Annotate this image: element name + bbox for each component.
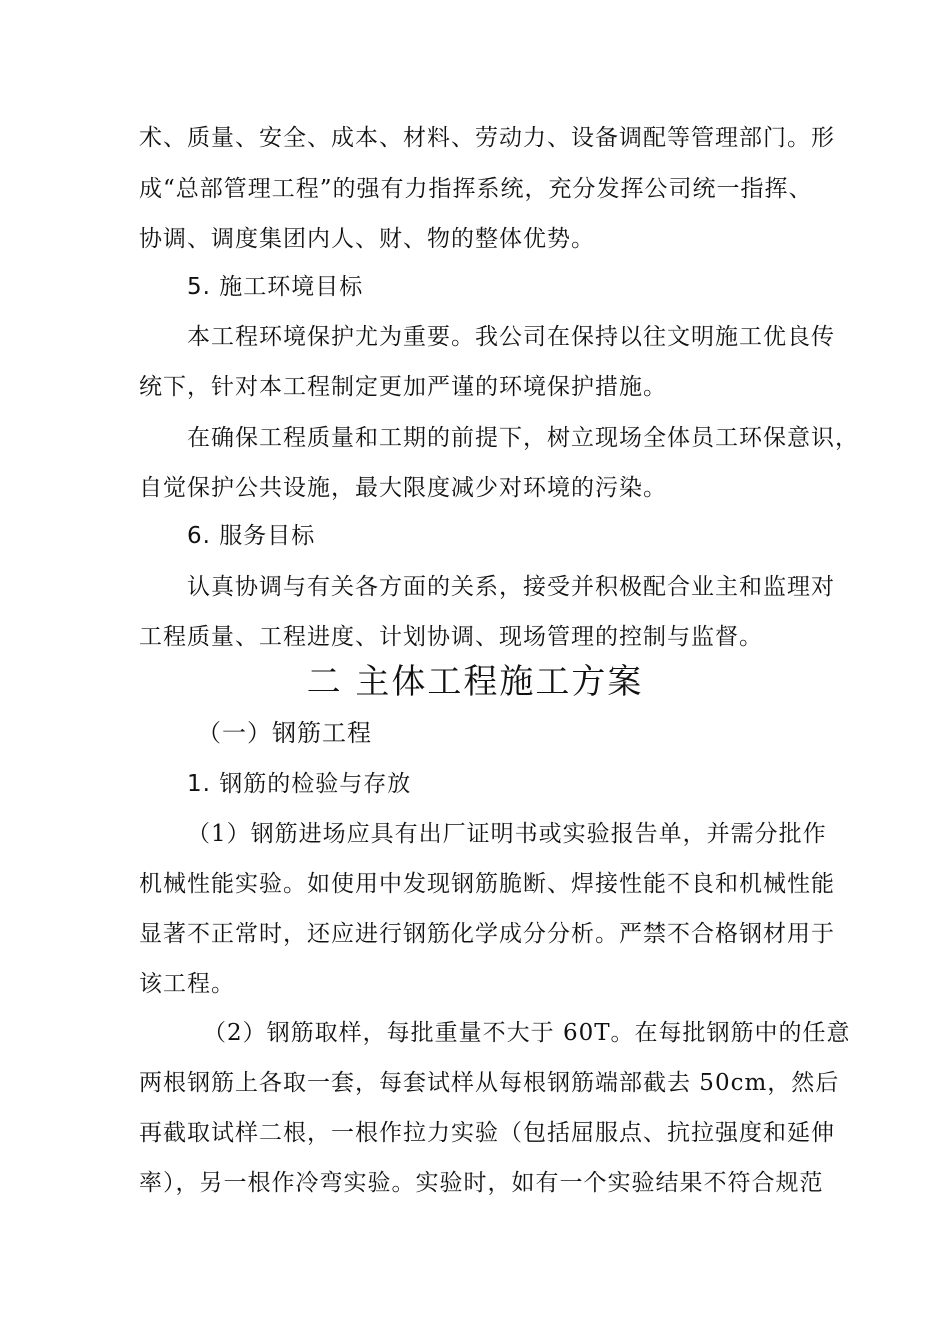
body-text-line: 自觉保护公共设施，最大限度减少对环境的污染。 [139,475,667,501]
part-title: （一）钢筋工程 [197,719,372,747]
body-text-line: 认真协调与有关各方面的关系，接受并积极配合业主和监理对 [187,574,835,600]
section-heading: 5. 施工环境目标 [187,274,364,300]
body-text-line: 成“总部管理工程”的强有力指挥系统，充分发挥公司统一指挥、 [139,176,813,202]
body-text-line: （1）钢筋进场应具有出厂证明书或实验报告单，并需分批作 [187,821,827,847]
body-text-line: 两根钢筋上各取一套，每套试样从每根钢筋端部截去 50cm，然后 [139,1070,840,1096]
body-text-line: 工程质量、工程进度、计划协调、现场管理的控制与监督。 [139,624,763,650]
body-text-line: 协调、调度集团内人、财、物的整体优势。 [139,226,595,252]
body-text-line: 显著不正常时，还应进行钢筋化学成分分析。严禁不合格钢材用于 [139,921,835,947]
section-heading: 6. 服务目标 [187,523,316,549]
subsection-heading: 1. 钢筋的检验与存放 [187,771,412,797]
body-text-line: 率），另一根作冷弯实验。实验时，如有一个实验结果不符合规范 [139,1170,824,1196]
body-text-line: 统下，针对本工程制定更加严谨的环境保护措施。 [139,374,667,400]
body-text-line: 在确保工程质量和工期的前提下，树立现场全体员工环保意识， [187,425,859,451]
body-text-line: （2）钢筋取样，每批重量不大于 60T。在每批钢筋中的任意 [203,1020,851,1046]
body-text-line: 术、质量、安全、成本、材料、劳动力、设备调配等管理部门。形 [139,125,835,151]
body-text-line: 该工程。 [139,971,235,997]
body-text-line: 本工程环境保护尤为重要。我公司在保持以往文明施工优良传 [187,324,835,350]
body-text-line: 再截取试样二根，一根作拉力实验（包括屈服点、抗拉强度和延伸 [139,1120,835,1146]
chapter-title: 二 主体工程施工方案 [306,662,644,702]
body-text-line: 机械性能实验。如使用中发现钢筋脆断、焊接性能不良和机械性能 [139,871,835,897]
